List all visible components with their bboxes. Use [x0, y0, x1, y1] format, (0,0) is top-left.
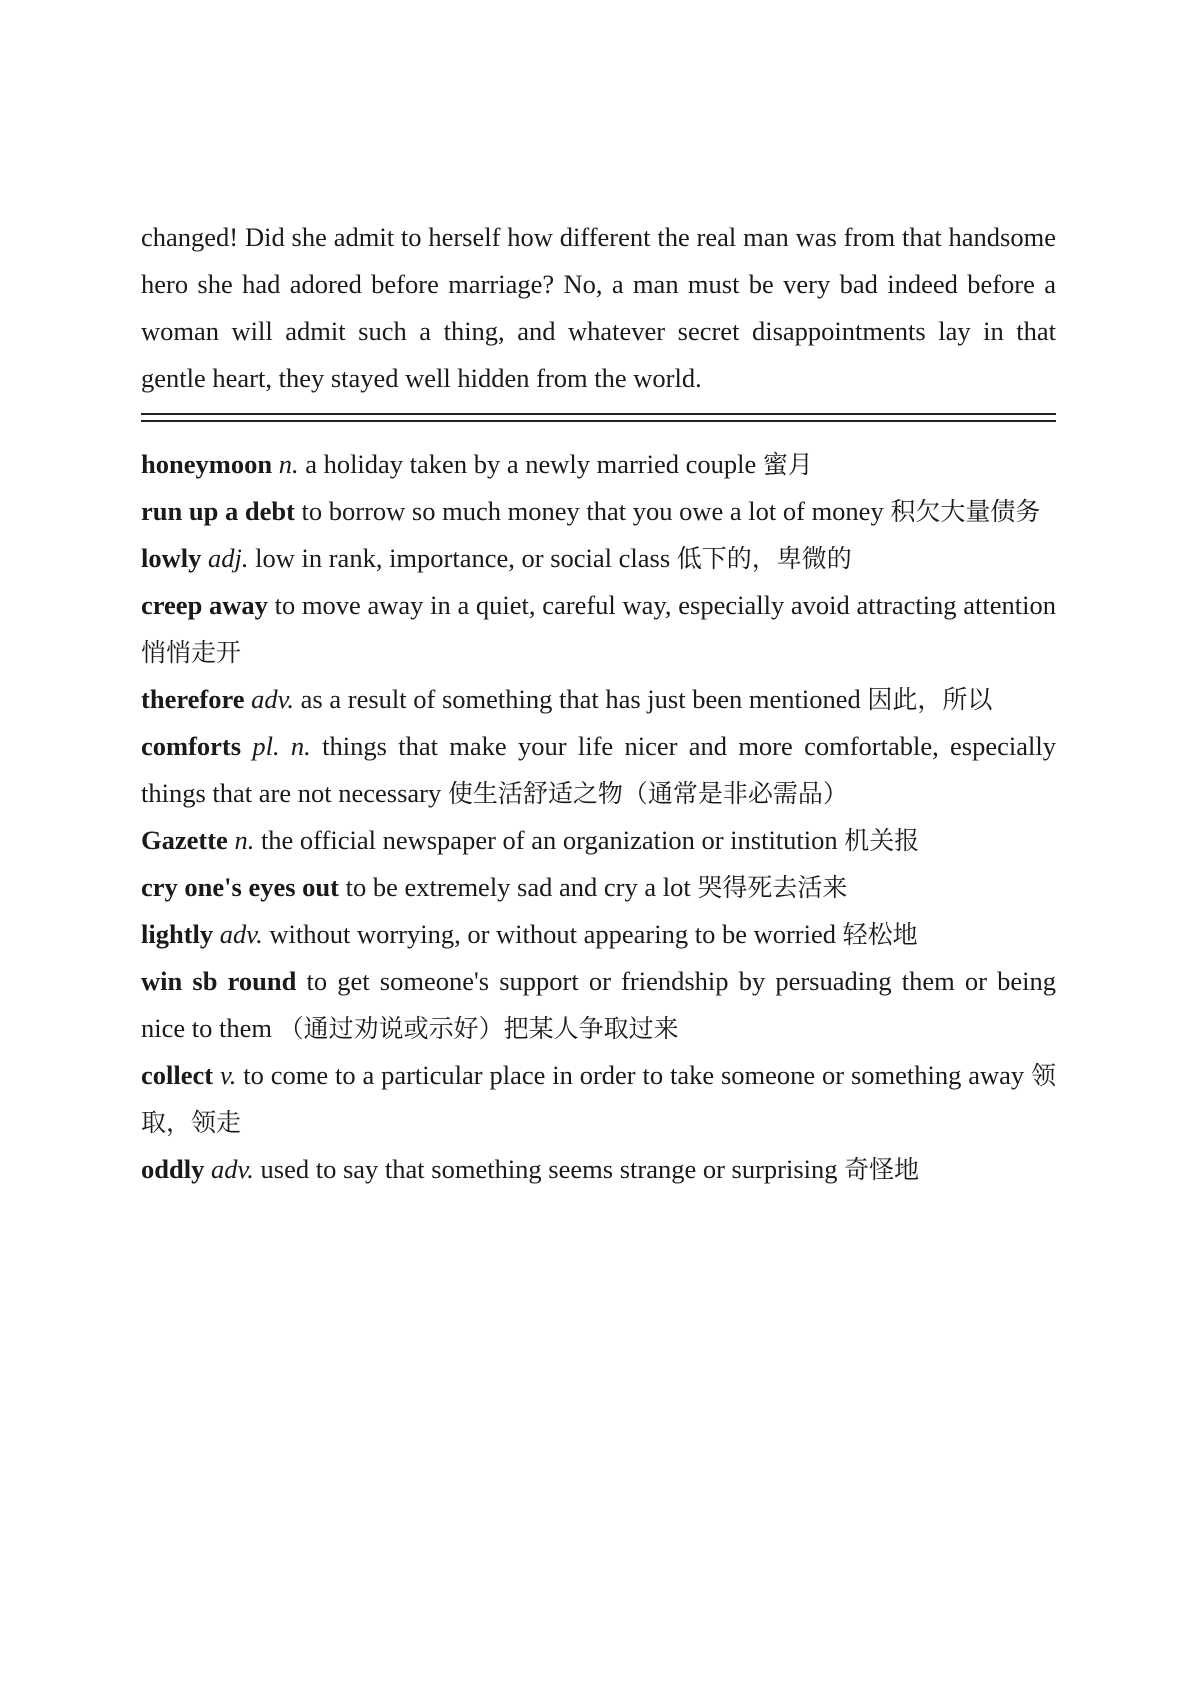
definition: as a result of something that has just been mentioned	[300, 684, 861, 714]
glossary-headword: oddly	[141, 1154, 205, 1184]
glossary-headword: cry one's eyes out	[141, 872, 339, 902]
chinese-translation: 悄悄走开	[141, 638, 242, 667]
glossary-entry	[141, 911, 1056, 958]
part-of-speech: adj.	[208, 543, 249, 573]
glossary-entry	[141, 958, 1056, 1052]
chinese-translation: 因此，所以	[867, 685, 993, 714]
glossary-headword: creep away	[141, 590, 268, 620]
chinese-translation: 蜜月	[762, 450, 813, 479]
book-page	[141, 214, 1056, 1193]
double-rule-divider	[141, 413, 1056, 422]
glossary-entry	[141, 488, 1056, 535]
glossary-headword: lightly	[141, 919, 214, 949]
chinese-translation: 低下的，卑微的	[676, 544, 852, 573]
glossary-entry	[141, 535, 1056, 582]
glossary-headword: win sb round	[141, 966, 297, 996]
chinese-translation: 哭得死去活来	[697, 873, 848, 902]
glossary-entry	[141, 582, 1056, 676]
definition: low in rank, importance, or social class	[255, 543, 671, 573]
glossary-headword: lowly	[141, 543, 202, 573]
glossary-entry	[141, 676, 1056, 723]
glossary-entry	[141, 1052, 1056, 1146]
definition: things that make your life nicer and more comfortable, especially things that are not necessary	[141, 731, 1056, 808]
glossary-headword: collect	[141, 1060, 214, 1090]
part-of-speech: pl. n.	[252, 731, 311, 761]
chinese-translation: 使生活舒适之物（通常是非必需品）	[447, 779, 848, 808]
definition: used to say that something seems strange or surprising	[260, 1154, 838, 1184]
glossary-headword: Gazette	[141, 825, 228, 855]
glossary-headword: honeymoon	[141, 449, 273, 479]
part-of-speech: adv.	[210, 1154, 254, 1184]
glossary-entry	[141, 817, 1056, 864]
definition: to be extremely sad and cry a lot	[345, 872, 691, 902]
chinese-translation: 奇怪地	[844, 1155, 920, 1184]
part-of-speech: adv.	[251, 684, 295, 714]
definition: the official newspaper of an organization or institution	[260, 825, 838, 855]
glossary-headword: therefore	[141, 684, 245, 714]
chinese-translation: 积欠大量债务	[890, 497, 1041, 526]
definition: to come to a particular place in order to take someone or something away	[243, 1060, 1025, 1090]
glossary-headword: run up a debt	[141, 496, 295, 526]
definition: to borrow so much money that you owe a lot of money	[301, 496, 884, 526]
part-of-speech: n.	[234, 825, 255, 855]
definition: without worrying, or without appearing to be worried	[269, 919, 837, 949]
glossary-entry	[141, 441, 1056, 488]
glossary-entry	[141, 864, 1056, 911]
part-of-speech: n.	[278, 449, 299, 479]
story-paragraph: changed! Did she admit to herself how different the real man was from that handsome hero she had adored before marriage? No, a man must be very bad indeed before a woman will admit such a thing, and whatever secret disappointments lay in that gentle heart, they stayed well hidden from the world.	[141, 222, 1056, 393]
chinese-translation: 领取，领走	[141, 1061, 1057, 1137]
chinese-translation: （通过劝说或示好）把某人争取过来	[278, 1014, 679, 1043]
glossary-entry	[141, 1146, 1056, 1193]
definition: to move away in a quiet, careful way, especially avoid attracting attention	[274, 590, 1056, 620]
definition: a holiday taken by a newly married couple	[305, 449, 757, 479]
glossary-entry	[141, 723, 1056, 817]
glossary	[141, 441, 1056, 1193]
glossary-headword: comforts	[141, 731, 242, 761]
part-of-speech: v.	[219, 1060, 237, 1090]
chinese-translation: 机关报	[844, 826, 920, 855]
chinese-translation: 轻松地	[842, 920, 918, 949]
part-of-speech: adv.	[219, 919, 263, 949]
definition: to get someone's support or friendship by persuading them or being nice to them	[141, 966, 1056, 1043]
